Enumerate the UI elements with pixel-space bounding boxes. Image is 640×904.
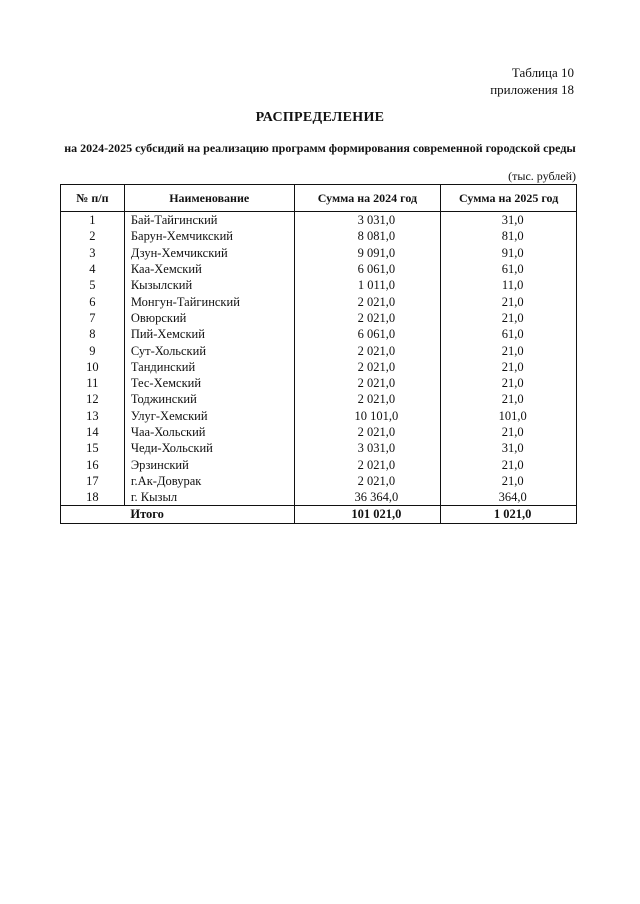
row-number: 17 [61, 473, 125, 489]
row-sum-2024: 2 021,0 [294, 310, 441, 326]
row-sum-2025: 21,0 [441, 424, 577, 440]
row-sum-2024: 3 031,0 [294, 440, 441, 456]
row-name: Улуг-Хемский [124, 408, 294, 424]
row-number: 9 [61, 342, 125, 358]
row-number: 13 [61, 408, 125, 424]
row-name: Каа-Хемский [124, 261, 294, 277]
row-number: 1 [61, 212, 125, 229]
column-header-number: № п/п [61, 185, 125, 212]
row-sum-2025: 364,0 [441, 489, 577, 506]
row-number: 12 [61, 391, 125, 407]
row-number: 6 [61, 293, 125, 309]
row-number: 18 [61, 489, 125, 506]
row-name: Дзун-Хемчикский [124, 245, 294, 261]
row-sum-2024: 2 021,0 [294, 359, 441, 375]
row-sum-2024: 9 091,0 [294, 245, 441, 261]
row-name: г.Ак-Довурак [124, 473, 294, 489]
row-sum-2025: 21,0 [441, 473, 577, 489]
row-sum-2024: 2 021,0 [294, 342, 441, 358]
row-sum-2024: 10 101,0 [294, 408, 441, 424]
row-name: Сут-Хольский [124, 342, 294, 358]
row-sum-2024: 2 021,0 [294, 473, 441, 489]
units-note: (тыс. рублей) [508, 169, 576, 183]
row-name: Барун-Хемчикский [124, 228, 294, 244]
table-row [61, 228, 577, 244]
table-row [61, 212, 577, 229]
table-row [61, 375, 577, 391]
row-sum-2024: 2 021,0 [294, 424, 441, 440]
table-row [61, 326, 577, 342]
row-sum-2024: 3 031,0 [294, 212, 441, 229]
table-body [61, 212, 577, 524]
table-header-row [61, 185, 577, 212]
row-sum-2024: 36 364,0 [294, 489, 441, 506]
table-row [61, 245, 577, 261]
document-subtitle: на 2024-2025 субсидий на реализацию программ формирования современной городской среды [64, 141, 576, 155]
row-sum-2024: 8 081,0 [294, 228, 441, 244]
column-header-name: Наименование [124, 185, 294, 212]
table-row [61, 408, 577, 424]
row-name: Тандинский [124, 359, 294, 375]
row-number: 11 [61, 375, 125, 391]
row-name: Кызылский [124, 277, 294, 293]
row-number: 2 [61, 228, 125, 244]
row-name: Пий-Хемский [124, 326, 294, 342]
row-name: Чаа-Хольский [124, 424, 294, 440]
row-name: г. Кызыл [124, 489, 294, 506]
row-sum-2024: 2 021,0 [294, 391, 441, 407]
row-sum-2025: 81,0 [441, 228, 577, 244]
row-sum-2025: 11,0 [441, 277, 577, 293]
row-name: Овюрский [124, 310, 294, 326]
row-sum-2024: 6 061,0 [294, 261, 441, 277]
row-sum-2025: 91,0 [441, 245, 577, 261]
distribution-table [60, 184, 577, 524]
table-row [61, 456, 577, 472]
row-sum-2024: 1 011,0 [294, 277, 441, 293]
table-row [61, 391, 577, 407]
row-name: Тоджинский [124, 391, 294, 407]
total-sum-2024: 101 021,0 [294, 506, 441, 523]
row-sum-2024: 2 021,0 [294, 375, 441, 391]
row-sum-2025: 21,0 [441, 391, 577, 407]
row-name: Чеди-Хольский [124, 440, 294, 456]
row-sum-2024: 2 021,0 [294, 456, 441, 472]
table-row [61, 310, 577, 326]
row-name: Монгун-Тайгинский [124, 293, 294, 309]
row-number: 7 [61, 310, 125, 326]
row-sum-2025: 21,0 [441, 293, 577, 309]
column-header-2024: Сумма на 2024 год [294, 185, 441, 212]
row-sum-2025: 61,0 [441, 326, 577, 342]
table-row [61, 359, 577, 375]
row-sum-2025: 61,0 [441, 261, 577, 277]
column-header-2025: Сумма на 2025 год [441, 185, 577, 212]
row-number: 3 [61, 245, 125, 261]
row-sum-2025: 21,0 [441, 310, 577, 326]
table-row [61, 277, 577, 293]
table-row [61, 424, 577, 440]
row-number: 14 [61, 424, 125, 440]
table-row [61, 261, 577, 277]
total-sum-2025: 1 021,0 [441, 506, 577, 523]
row-sum-2025: 21,0 [441, 375, 577, 391]
total-number [61, 506, 125, 523]
row-number: 8 [61, 326, 125, 342]
row-number: 16 [61, 456, 125, 472]
row-name: Тес-Хемский [124, 375, 294, 391]
row-number: 4 [61, 261, 125, 277]
row-number: 10 [61, 359, 125, 375]
table-reference [490, 64, 574, 98]
table-number: Таблица 10 [511, 65, 574, 80]
total-label: Итого [124, 506, 294, 523]
row-name: Эрзинский [124, 456, 294, 472]
row-sum-2025: 21,0 [441, 359, 577, 375]
row-sum-2024: 6 061,0 [294, 326, 441, 342]
table-row [61, 489, 577, 506]
row-number: 15 [61, 440, 125, 456]
row-number: 5 [61, 277, 125, 293]
row-name: Бай-Тайгинский [124, 212, 294, 229]
row-sum-2025: 21,0 [441, 456, 577, 472]
table-row [61, 293, 577, 309]
row-sum-2025: 101,0 [441, 408, 577, 424]
table-total-row [61, 506, 577, 523]
appendix-number: приложения 18 [490, 82, 574, 97]
row-sum-2025: 21,0 [441, 342, 577, 358]
table-row [61, 342, 577, 358]
row-sum-2024: 2 021,0 [294, 293, 441, 309]
table-row [61, 473, 577, 489]
document-title: РАСПРЕДЕЛЕНИЕ [255, 110, 385, 125]
row-sum-2025: 31,0 [441, 212, 577, 229]
table-row [61, 440, 577, 456]
row-sum-2025: 31,0 [441, 440, 577, 456]
